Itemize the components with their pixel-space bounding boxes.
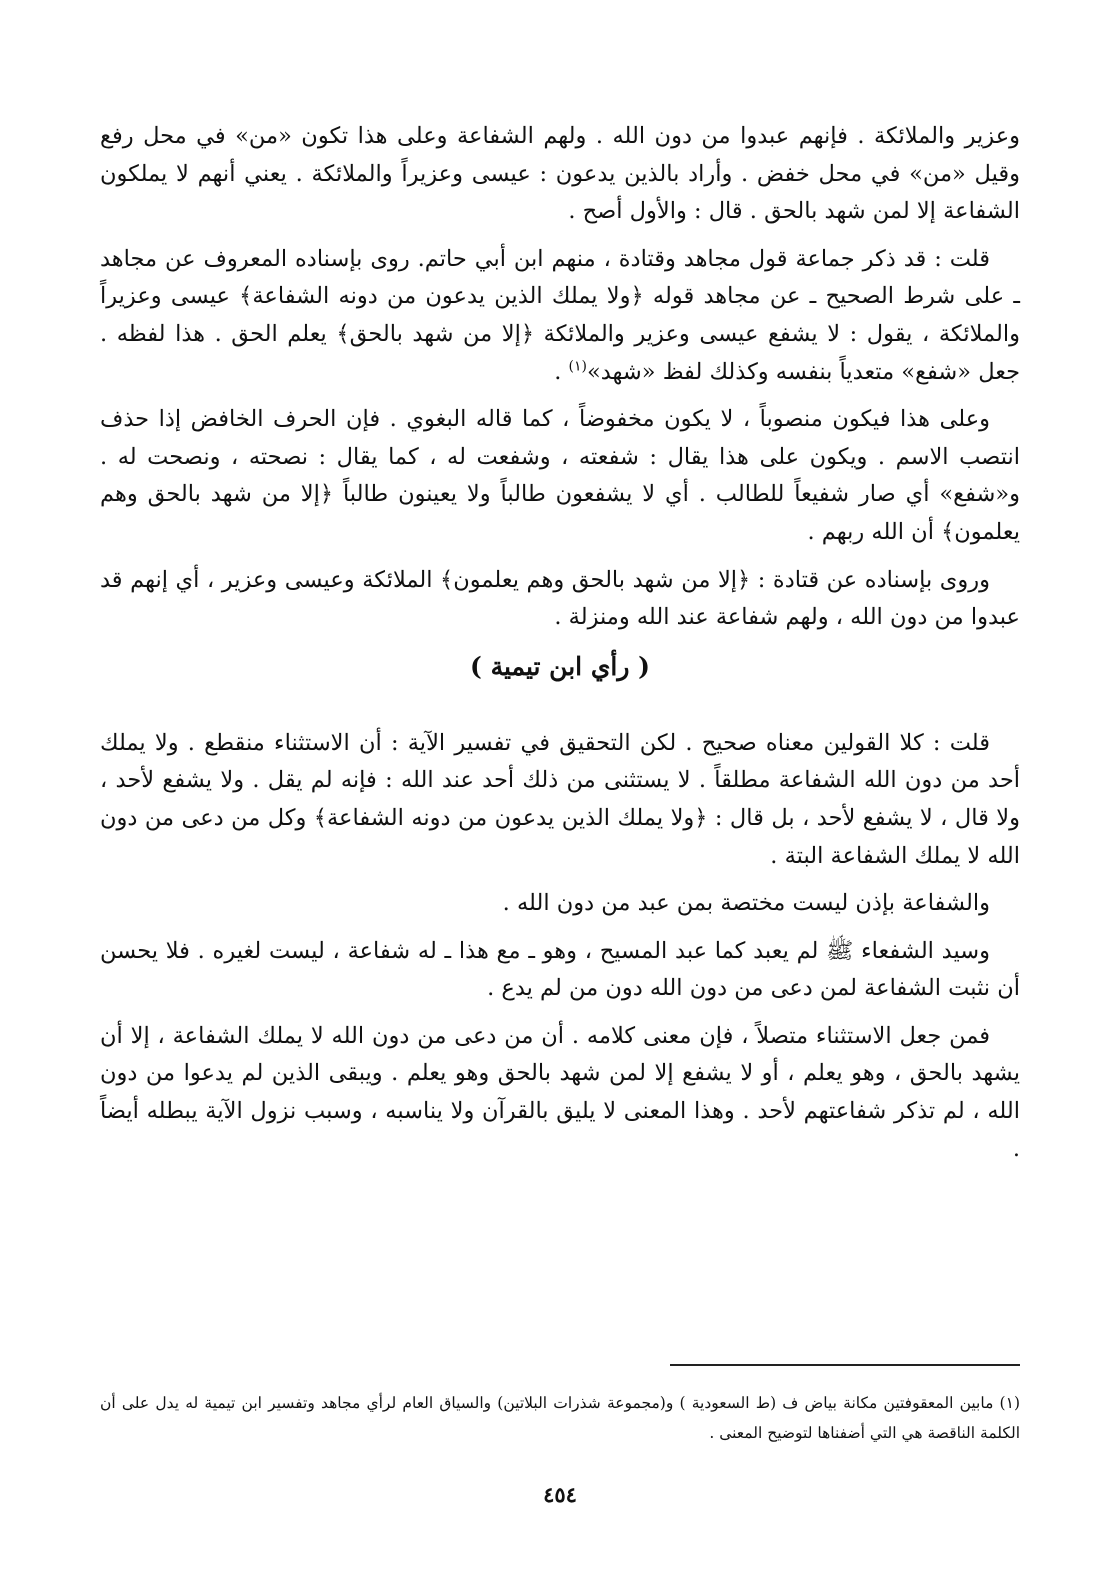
- section-heading: ( رأي ابن تيمية ): [470, 651, 650, 681]
- paragraph-7: وسيد الشفعاء ﷺ لم يعبد كما عبد المسيح ، وهو ـ مع هذا ـ له شفاعة ، ليست لغيره . فلا يحسن أن نثبت الشفاعة لمن دعى من دون الله دون من لم يدع .: [100, 937, 1020, 1002]
- body-text: [100, 118, 1020, 1178]
- footnote-separator: [670, 1364, 1020, 1366]
- paragraph-2-text: قلت : قد ذكر جماعة قول مجاهد وقتادة ، منهم ابن أبي حاتم. روى بإسناده المعروف عن مجاهد ـ على شرط الصحيح ـ عن مجاهد قوله ﴿ولا يملك الذين يدعون من دونه الشفاعة﴾ عيسى وعزيراً والملائكة ، يقول : لا يشفع عيسى وعزير والملائكة ﴿إلا من شهد بالحق﴾ يعلم الحق . هذا لفظه . جعل «شفع» متعدياً بنفسه وكذلك لفظ «شهد»: [100, 245, 1020, 385]
- paragraph-2: [100, 241, 1020, 391]
- footnote-reference[interactable]: (١): [568, 358, 587, 375]
- page-number: ٤٥٤: [543, 1482, 577, 1507]
- paragraph-1: وعزير والملائكة . فإنهم عبدوا من دون الله . ولهم الشفاعة وعلى هذا تكون «من» في محل رفع وقيل «من» في محل خفض . وأراد بالذين يدعون : عيسى وعزيراً والملائكة . يعني أنهم لا يملكون الشفاعة إلا لمن شهد بالحق . قال : والأول أصح .: [100, 123, 1020, 225]
- paragraph-3: وعلى هذا فيكون منصوباً ، لا يكون مخفوضاً ، كما قاله البغوي . فإن الحرف الخافض إذا حذف انتصب الاسم . ويكون على هذا يقال : شفعته ، وشفعت له ، كما يقال : نصحته ، ونصحت له . و«شفع» أي صار شفيعاً للطالب . أي لا يشفعون طالباً ولا يعينون طالباً ﴿إلا من شهد بالحق وهم يعلمون﴾ أن الله ربهم .: [100, 406, 1020, 545]
- paragraph-4: وروى بإسناده عن قتادة : ﴿إلا من شهد بالحق وهم يعلمون﴾ الملائكة وعيسى وعزير ، أي إنهم قد عبدوا من دون الله ، ولهم شفاعة عند الله ومنزلة .: [100, 566, 1020, 631]
- paragraph-6: والشفاعة بإذن ليست مختصة بمن عبد من دون الله .: [502, 890, 990, 917]
- footnote: (١) مابين المعقوفتين مكانة بياض ف (ط السعودية ) و(مجموعة شذرات البلاتين) والسياق العام لرأي مجاهد وتفسير ابن تيمية له يدل على أن الكلمة الناقصة هي التي أضفناها لتوضيح المعنى .: [100, 1394, 1020, 1442]
- paragraph-2-tail: .: [554, 358, 569, 385]
- paragraph-8: فمن جعل الاستثناء متصلاً ، فإن معنى كلامه . أن من دعى من دون الله لا يملك الشفاعة ، إلا أن يشهد بالحق ، وهو يعلم ، أو لا يشفع إلا لمن شهد بالحق وهو يعلم . ويبقى الذين لم يدعوا من دون الله ، لم تذكر شفاعتهم لأحد . وهذا المعنى لا يليق بالقرآن ولا يناسبه ، وسبب نزول الآية يبطله أيضاً .: [100, 1022, 1020, 1162]
- paragraph-5: قلت : كلا القولين معناه صحيح . لكن التحقيق في تفسير الآية : أن الاستثناء منقطع . ولا يملك أحد من دون الله الشفاعة مطلقاً . لا يستثنى من ذلك أحد عند الله : فإنه لم يقل . ولا يشفع لأحد ، ولا قال ، لا يشفع لأحد ، بل قال : ﴿ولا يملك الذين يدعون من دونه الشفاعة﴾ وكل من دعى من دون الله لا يملك الشفاعة البتة .: [100, 729, 1020, 869]
